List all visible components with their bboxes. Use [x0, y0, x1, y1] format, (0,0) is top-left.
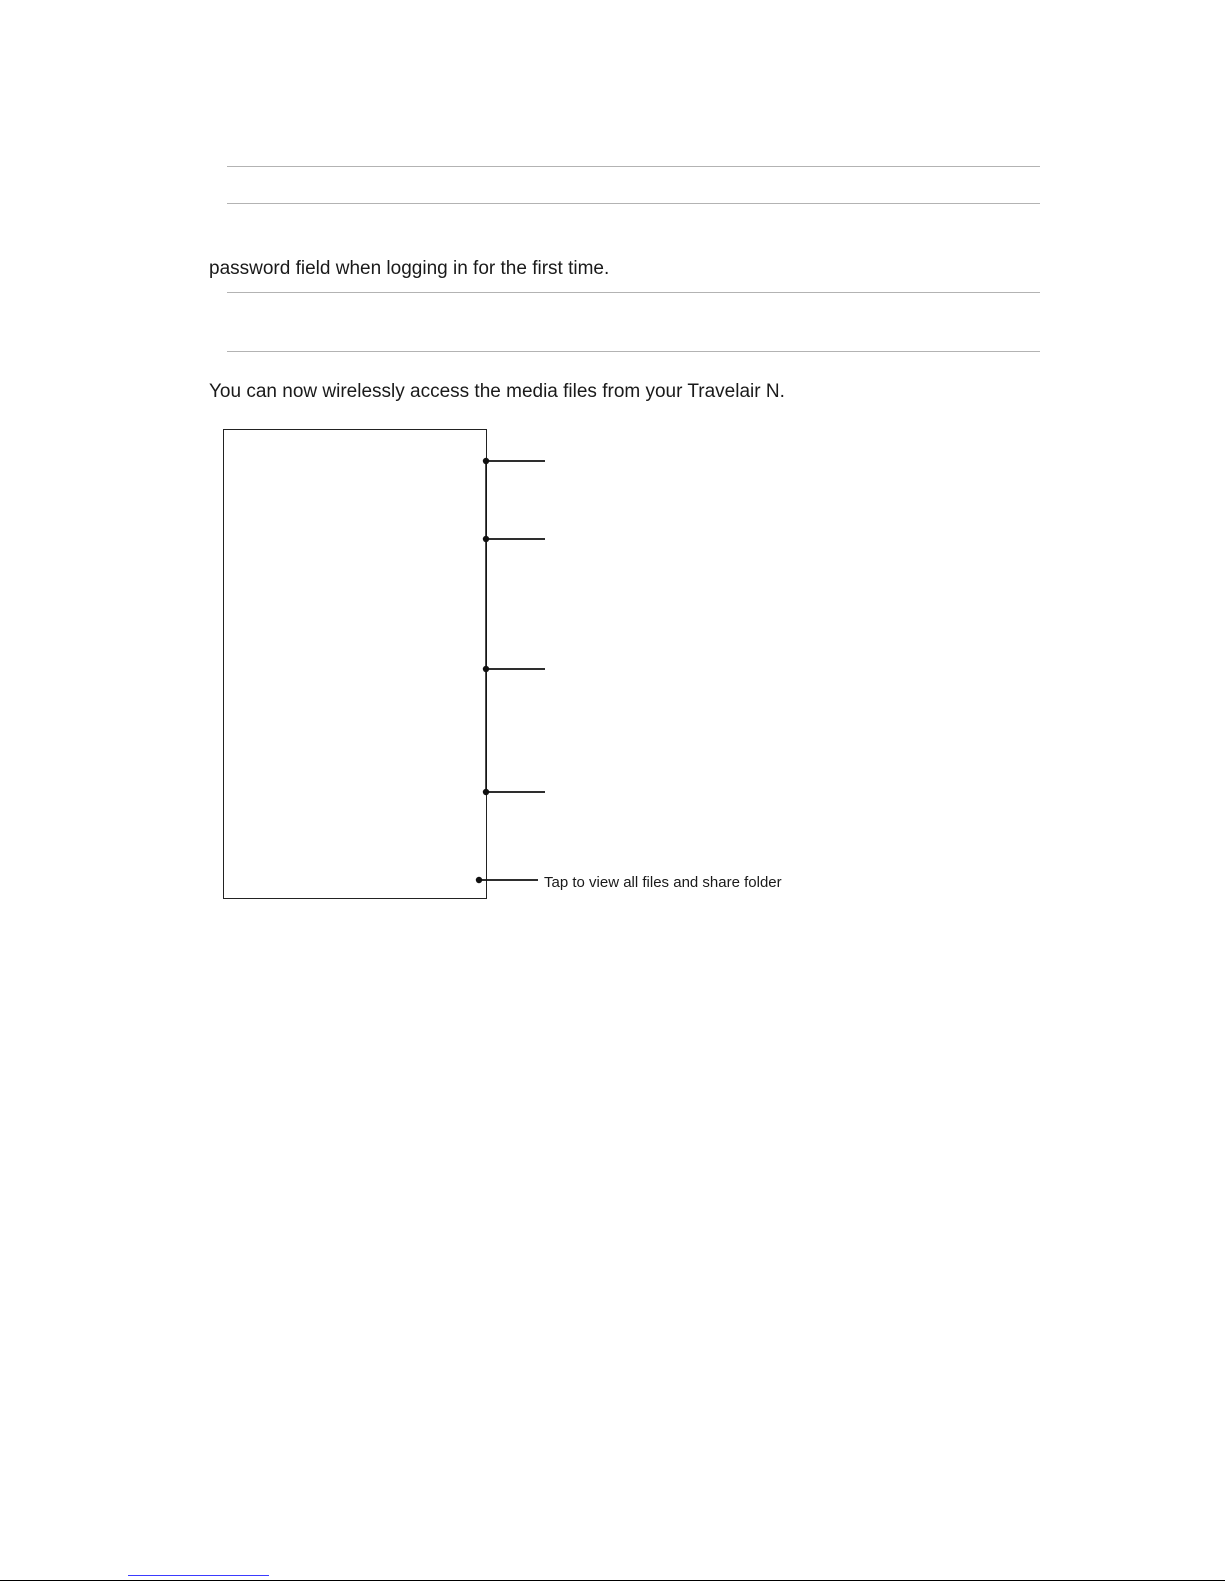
horizontal-rule-3	[227, 292, 1040, 293]
footer-link-underline	[128, 1575, 269, 1576]
callout-1	[483, 458, 545, 464]
callout-4	[483, 789, 545, 795]
horizontal-rule-4	[227, 351, 1040, 352]
paragraph-wireless-access: You can now wirelessly access the media files from your Travelair N.	[209, 381, 785, 402]
footer-rule	[0, 1580, 1225, 1581]
callout-3	[483, 666, 545, 672]
callout-2	[483, 536, 545, 542]
callout-label-files: Tap to view all files and share folder	[544, 874, 782, 891]
app-screen-frame	[223, 429, 487, 899]
horizontal-rule-1	[227, 166, 1040, 167]
horizontal-rule-2	[227, 203, 1040, 204]
paragraph-password-note: password field when logging in for the first time.	[209, 258, 610, 279]
